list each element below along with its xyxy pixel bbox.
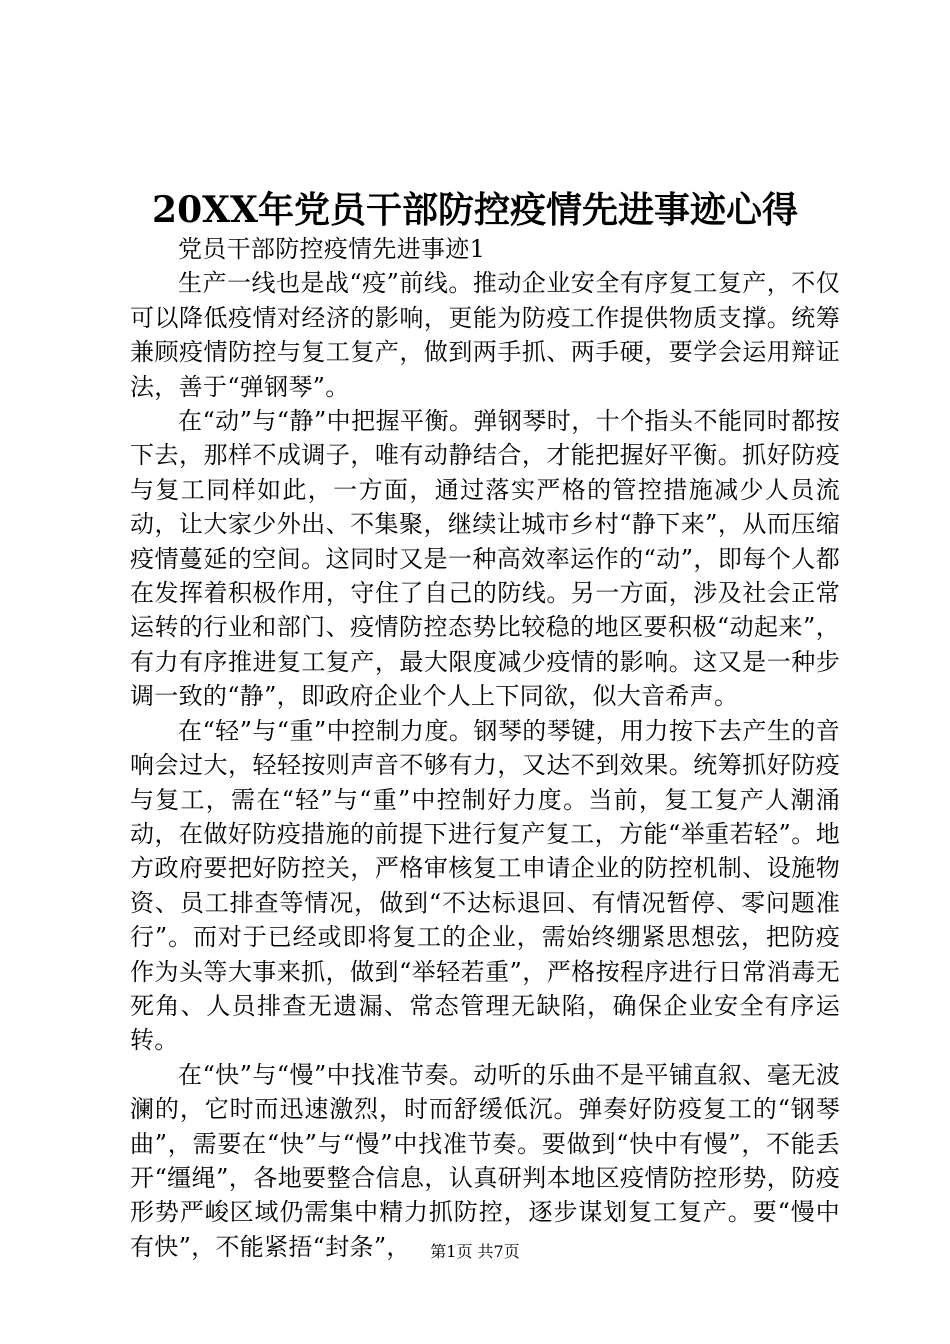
document-body	[130, 232, 840, 1264]
document-title: 20XX年党员干部防控疫情先进事迹心得	[152, 189, 798, 231]
paragraph: 生产一线也是战“疫”前线。推动企业安全有序复工复产，不仅可以降低疫情对经济的影响，更能为防疫工作提供物质支撑。统筹兼顾疫情防控与复工复产，做到两手抓、两手硬，要学会运用辩证法，善于“弹钢琴”。	[130, 269, 840, 401]
paragraph: 在“快”与“慢”中找准节奏。动听的乐曲不是平铺直叙、毫无波澜的，它时而迅速激烈，时而舒缓低沉。弹奏好防疫复工的“钢琴曲”，需要在“快”与“慢”中找准节奏。要做到“快中有慢”，不能丢开“缰绳”，各地要整合信息，认真研判本地区疫情防控形势，防疫形势严峻区域仍需集中精力抓防控，逐步谋划复工复产。要“慢中有快”，不能紧捂“封条”，	[130, 1060, 840, 1261]
section-heading: 党员干部防控疫情先进事迹1	[178, 235, 486, 263]
paragraph: 在“轻”与“重”中控制力度。钢琴的琴键，用力按下去产生的音响会过大，轻轻按则声音不够有力，又达不到效果。统筹抓好防疫与复工，需在“轻”与“重”中控制好力度。当前，复工复产人潮涌动，在做好防疫措施的前提下进行复产复工，方能“举重若轻”。地方政府要把好防控关，严格审核复工申请企业的防控机制、设施物资、员工排查等情况，做到“不达标退回、有情况暂停、零问题准行”。而对于已经或即将复工的企业，需始终绷紧思想弦，把防疫作为头等大事来抓，做到“举轻若重”，严格按程序进行日常消毒无死角、人员排查无遗漏、常态管理无缺陷，确保企业安全有序运转。	[130, 716, 840, 1055]
paragraph: 在“动”与“静”中把握平衡。弹钢琴时，十个指头不能同时都按下去，那样不成调子，唯有动静结合，才能把握好平衡。抓好防疫与复工同样如此，一方面，通过落实严格的管控措施减少人员流动，让大家少外出、不集聚，继续让城市乡村“静下来”，从而压缩疫情蔓延的空间。这同时又是一种高效率运作的“动”，即每个人都在发挥着积极作用，守住了自己的防线。另一方面，涉及社会正常运转的行业和部门、疫情防控态势比较稳的地区要积极“动起来”，有力有序推进复工复产，最大限度减少疫情的影响。这又是一种步调一致的“静”，即政府企业个人上下同欲，似大音希声。	[130, 407, 840, 711]
page-number-footer: 第1页 共7页	[430, 1242, 520, 1261]
